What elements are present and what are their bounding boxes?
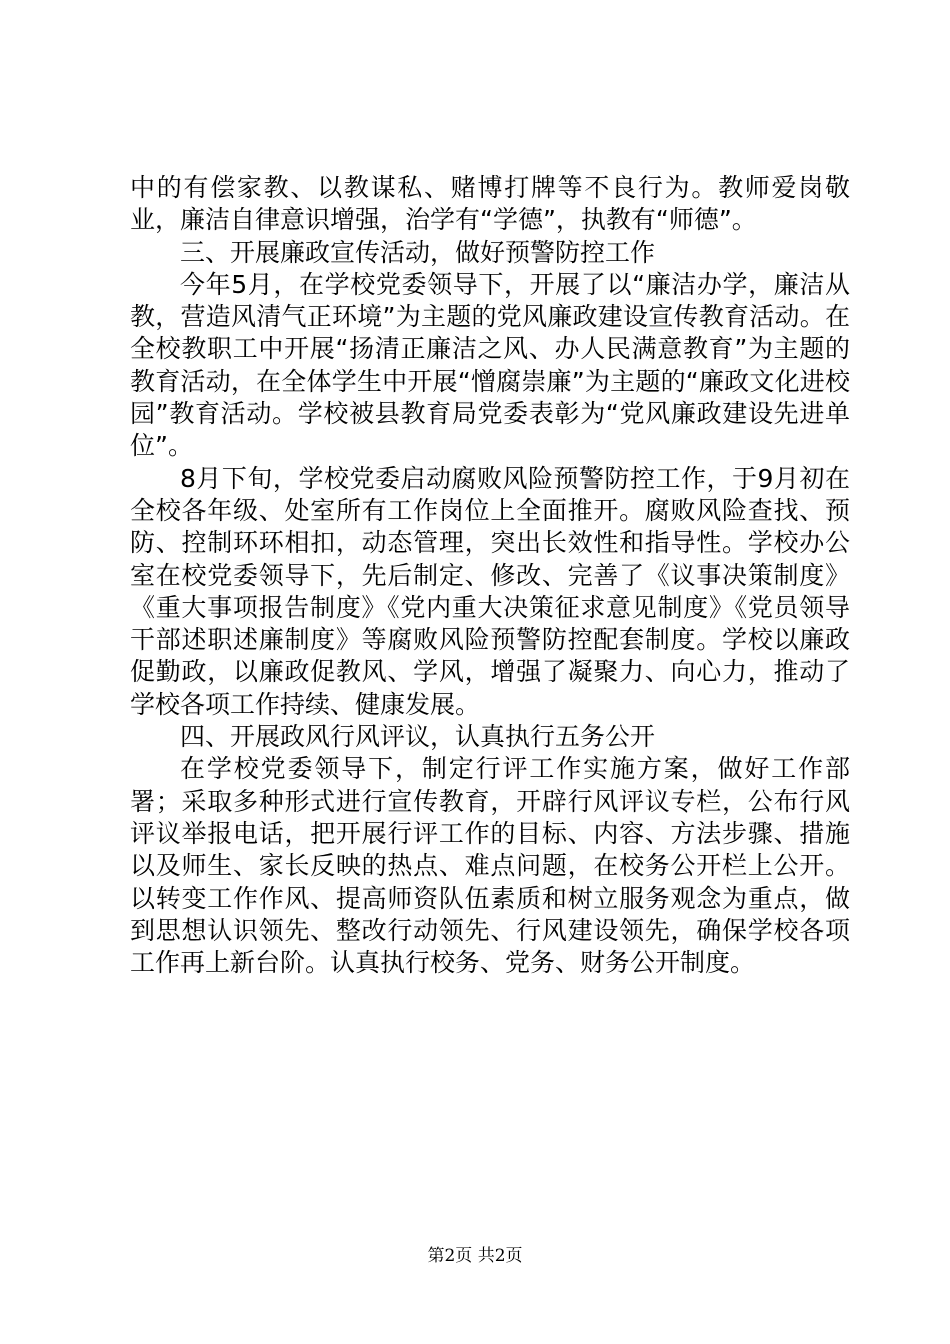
paragraph-risk-control: 8月下旬，学校党委启动腐败风险预警防控工作，于9月初在全校各年级、处室所有工作岗位上全面推开。腐败风险查找、预防、控制环环相扣，动态管理，突出长效性和指导性。学校办公室在校党委领导下，先后制定、修改、完善了《议事决策制度》《重大事项报告制度》《党内重大决策征求意见制度》《党员领导干部述职述廉制度》等腐败风险预警防控配套制度。学校以廉政促勤政，以廉政促教风、学风，增强了凝聚力、向心力，推动了学校各项工作持续、健康发展。: [130, 463, 850, 719]
paragraph-may-campaign: 今年5月，在学校党委领导下，开展了以“廉洁办学，廉洁从教，营造风清气正环境”为主题的党风廉政建设宣传教育活动。在全校教职工中开展“扬清正廉洁之风、办人民满意教育”为主题的教育活动，在全体学生中开展“憎腐崇廉”为主题的“廉政文化进校园”教育活动。学校被县教育局党委表彰为“党风廉政建设先进单位”。: [130, 269, 850, 461]
paragraph-review: 在学校党委领导下，制定行评工作实施方案，做好工作部署；采取多种形式进行宣传教育，开辟行风评议专栏，公布行风评议举报电话，把开展行评工作的目标、内容、方法步骤、措施以及师生、家长反映的热点、难点问题，在校务公开栏上公开。以转变工作作风、提高师资队伍素质和树立服务观念为重点，做到思想认识领先、整改行动领先、行风建设领先，确保学校各项工作再上新台阶。认真执行校务、党务、财务公开制度。: [130, 754, 850, 978]
paragraph-continuation: 中的有偿家教、以教谋私、赌博打牌等不良行为。教师爱岗敬业，廉洁自律意识增强，治学有“学德”，执教有“师德”。: [130, 173, 850, 235]
section-heading-4: 四、开展政风行风评议，认真执行五务公开: [180, 722, 656, 752]
page-footer: 第2页 共2页: [427, 1246, 523, 1266]
document-body: [130, 172, 850, 979]
section-heading-3: 三、开展廉政宣传活动，做好预警防控工作: [180, 237, 656, 267]
